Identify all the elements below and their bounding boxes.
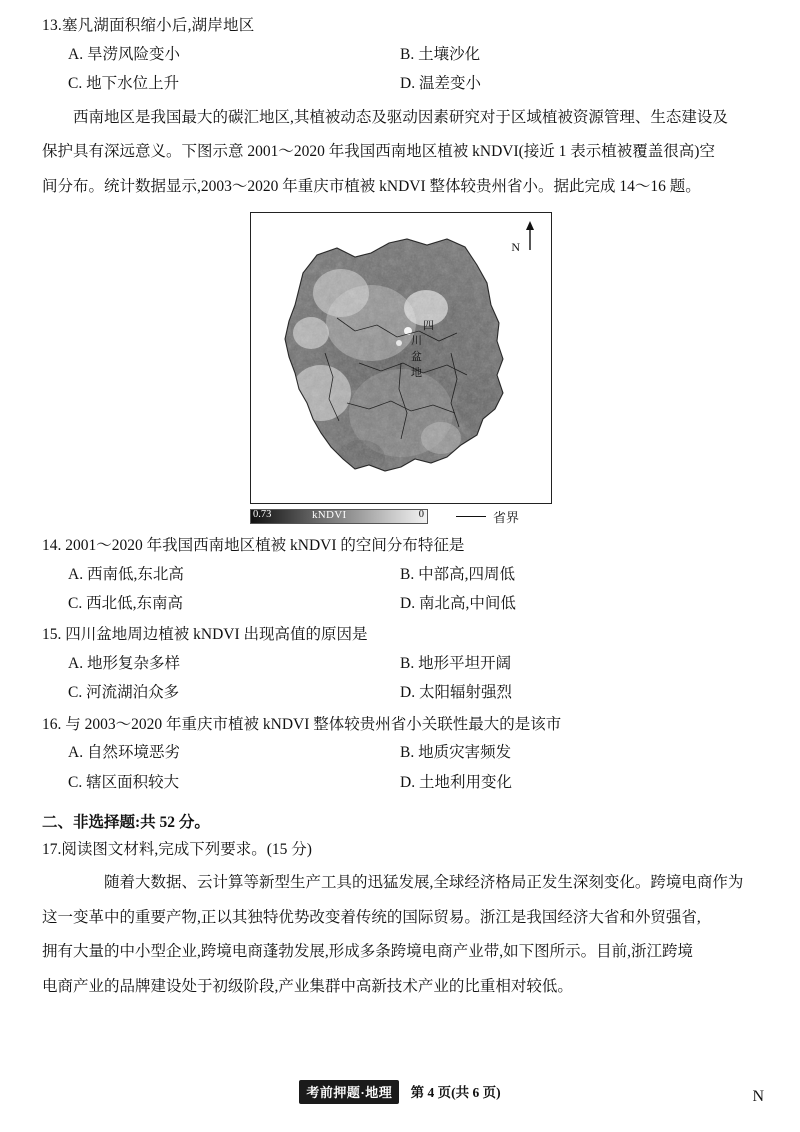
- question-14: [42, 534, 758, 617]
- question-13-option-b[interactable]: B. 土壤沙化: [400, 46, 481, 64]
- north-label: N: [511, 239, 520, 254]
- question-17-stem: 17.阅读图文材料,完成下列要求。(15 分): [42, 841, 312, 859]
- question-15-stem: 15. 四川盆地周边植被 kNDVI 出现高值的原因是: [42, 626, 368, 644]
- question-16-options-row-2: [42, 770, 758, 796]
- question-15-option-b[interactable]: B. 地形平坦开阔: [400, 655, 512, 672]
- material-line-2: 保护具有深远意义。下图示意 2001～2020 年我国西南地区植被 kNDVI(接近 1 表示植被覆盖很高)空: [42, 143, 715, 161]
- svg-text:川: 川: [411, 334, 422, 347]
- question-17-paragraph-1: 随着大数据、云计算等新型生产工具的迅猛发展,全球经济格局正发生深刻变化。跨境电商作为: [104, 873, 744, 891]
- question-16-option-c[interactable]: C. 辖区面积较大: [68, 773, 180, 791]
- legend-max-value: 0.73: [253, 508, 272, 520]
- material-line-1: 西南地区是我国最大的碳汇地区,其植被动态及驱动因素研究对于区域植被资源管理、生态建设及: [73, 108, 728, 126]
- question-14-option-a[interactable]: A. 西南低,东北高: [68, 565, 184, 583]
- question-13: [42, 14, 758, 98]
- question-17-paragraph-2: 这一变革中的重要产物,正以其独特优势改变着传统的国际贸易。浙江是我国经济大省和外贸强省,: [42, 908, 701, 926]
- map-legend: [250, 506, 550, 528]
- question-15-options-row-2: [42, 680, 758, 706]
- question-14-option-b[interactable]: B. 中部高,四周低: [400, 565, 515, 583]
- footer-corner-mark: N: [752, 1088, 764, 1105]
- north-arrow-icon: [523, 221, 537, 251]
- question-17-paragraph-3: 拥有大量的中小型企业,跨境电商蓬勃发展,形成多条跨境电商产业带,如下图所示。目前,浙江跨境: [42, 943, 694, 961]
- legend-province-label: 省界: [493, 510, 520, 526]
- question-13-options-row-2: [42, 71, 758, 97]
- question-16-options-row-1: [42, 740, 758, 766]
- question-15-option-c[interactable]: C. 河流湖泊众多: [68, 684, 180, 702]
- question-17: [42, 838, 758, 1001]
- section-title-non-choice: 二、非选择题:共 52 分。: [42, 814, 210, 832]
- question-14-options-row-1: [42, 562, 758, 588]
- page-content: [42, 14, 758, 1004]
- legend-colorbar-wrap: [250, 508, 428, 526]
- question-16-stem: 16. 与 2003～2020 年重庆市植被 kNDVI 整体较贵州省小关联性最大的是该市: [42, 715, 562, 733]
- north-arrow: [511, 221, 537, 255]
- question-17-paragraph-4: 电商产业的品牌建设处于初级阶段,产业集群中高新技术产业的比重相对较低。: [42, 977, 573, 995]
- footer-badge: 考前押题·地理: [299, 1080, 399, 1104]
- question-16-option-a[interactable]: A. 自然环境恶劣: [68, 744, 180, 762]
- figure-kndvi-map: [250, 212, 550, 528]
- material-line-3: 间分布。统计数据显示,2003～2020 年重庆市植被 kNDVI 整体较贵州省小。据此完成 14～16 题。: [42, 178, 701, 196]
- question-15-options-row-1: [42, 651, 758, 677]
- question-14-option-d[interactable]: D. 南北高,中间低: [400, 594, 516, 612]
- question-14-option-c[interactable]: C. 西北低,东南高: [68, 594, 183, 612]
- question-15: [42, 623, 758, 706]
- question-13-stem: 13.塞凡湖面积缩小后,湖岸地区: [42, 17, 255, 34]
- legend-province-border: [456, 507, 519, 526]
- question-15-option-a[interactable]: A. 地形复杂多样: [68, 655, 180, 672]
- question-13-options-row-1: [42, 42, 758, 68]
- legend-min-value: 0: [418, 508, 424, 520]
- footer-page-number: 第 4 页(共 6 页): [410, 1085, 501, 1100]
- page-footer: [0, 1080, 800, 1104]
- legend-title: kNDVI: [312, 508, 347, 521]
- question-16-option-b[interactable]: B. 地质灾害频发: [400, 744, 512, 762]
- svg-text:盆: 盆: [411, 350, 422, 363]
- question-16: [42, 713, 758, 796]
- material-passage-1: [42, 104, 758, 202]
- question-15-option-d[interactable]: D. 太阳辐射强烈: [400, 684, 512, 702]
- map-graphic: [251, 213, 551, 503]
- map-frame: [250, 212, 552, 504]
- question-13-option-c[interactable]: C. 地下水位上升: [68, 75, 180, 93]
- province-border-line-icon: [456, 516, 486, 517]
- question-14-stem: 14. 2001～2020 年我国西南地区植被 kNDVI 的空间分布特征是: [42, 536, 465, 554]
- question-14-options-row-2: [42, 591, 758, 617]
- svg-text:地: 地: [411, 366, 422, 379]
- svg-text:四: 四: [423, 319, 434, 332]
- question-13-option-d[interactable]: D. 温差变小: [400, 75, 481, 93]
- question-16-option-d[interactable]: D. 土地利用变化: [400, 773, 512, 791]
- question-13-option-a[interactable]: A. 旱涝风险变小: [68, 46, 180, 64]
